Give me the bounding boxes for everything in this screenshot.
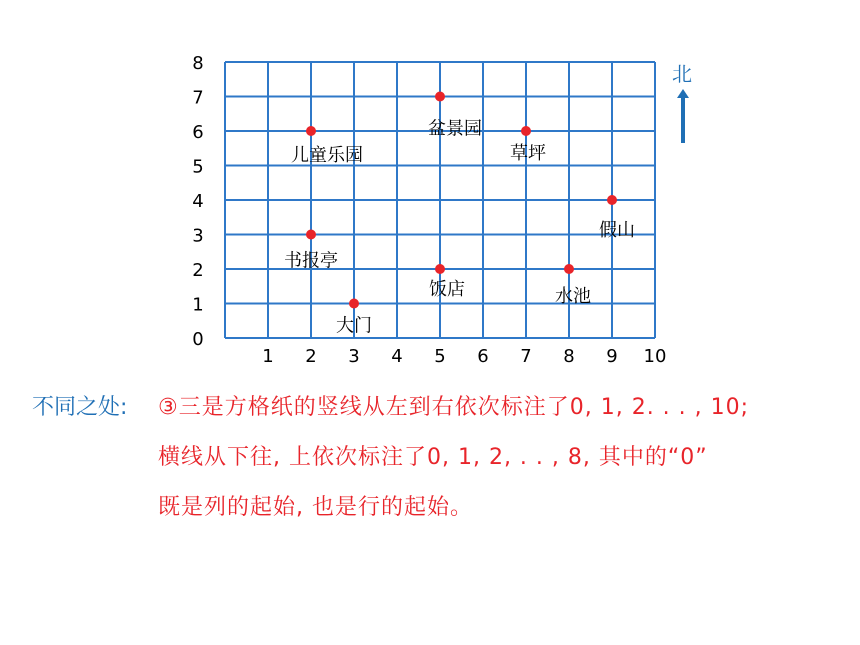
x-tick-label: 7 (520, 346, 532, 367)
y-tick-label: 3 (192, 225, 204, 247)
y-tick-label: 8 (192, 53, 204, 74)
y-tick-label: 5 (192, 156, 204, 178)
location-label: 假山 (599, 220, 635, 241)
x-tick-label: 8 (563, 346, 575, 367)
x-tick-label: 9 (606, 346, 618, 367)
x-tick-label: 4 (391, 346, 403, 367)
y-tick-label: 6 (192, 122, 204, 143)
location-label: 水池 (555, 286, 591, 307)
note-line-3: 既是列的起始, 也是行的起始。 (158, 495, 473, 520)
y-tick-label: 7 (192, 87, 204, 109)
y-tick-label: 1 (192, 294, 204, 316)
location-point (607, 195, 617, 205)
note-prefix: 不同之处: (32, 395, 128, 420)
note-line-2: 横线从下往, 上依次标注了0, 1, 2, . . , 8, 其中的“0” (158, 445, 708, 470)
x-tick-label: 10 (643, 346, 667, 367)
location-label: 盆景园 (428, 118, 482, 140)
location-label: 儿童乐园 (291, 145, 363, 166)
y-tick-label: 0 (192, 329, 204, 350)
location-point (349, 299, 359, 309)
location-point (435, 92, 445, 102)
location-point (564, 264, 574, 274)
north-arrow-icon (681, 97, 685, 143)
location-point (306, 126, 316, 136)
location-label: 书报亭 (284, 250, 338, 272)
x-tick-label: 3 (348, 346, 360, 367)
x-tick-label: 6 (477, 346, 489, 367)
location-point (306, 230, 316, 240)
location-label: 大门 (336, 315, 372, 337)
y-tick-label: 2 (192, 260, 204, 281)
location-point (435, 264, 445, 274)
y-tick-label: 4 (192, 191, 204, 212)
x-tick-label: 5 (434, 346, 446, 367)
x-tick-label: 2 (305, 346, 317, 367)
x-tick-label: 1 (262, 346, 274, 367)
north-label: 北 (672, 62, 692, 86)
note-line-1: ③三是方格纸的竖线从左到右依次标注了0, 1, 2. . . , 10; (158, 395, 750, 420)
location-label: 草坪 (510, 143, 546, 164)
location-point (521, 126, 531, 136)
location-label: 饭店 (429, 279, 465, 300)
